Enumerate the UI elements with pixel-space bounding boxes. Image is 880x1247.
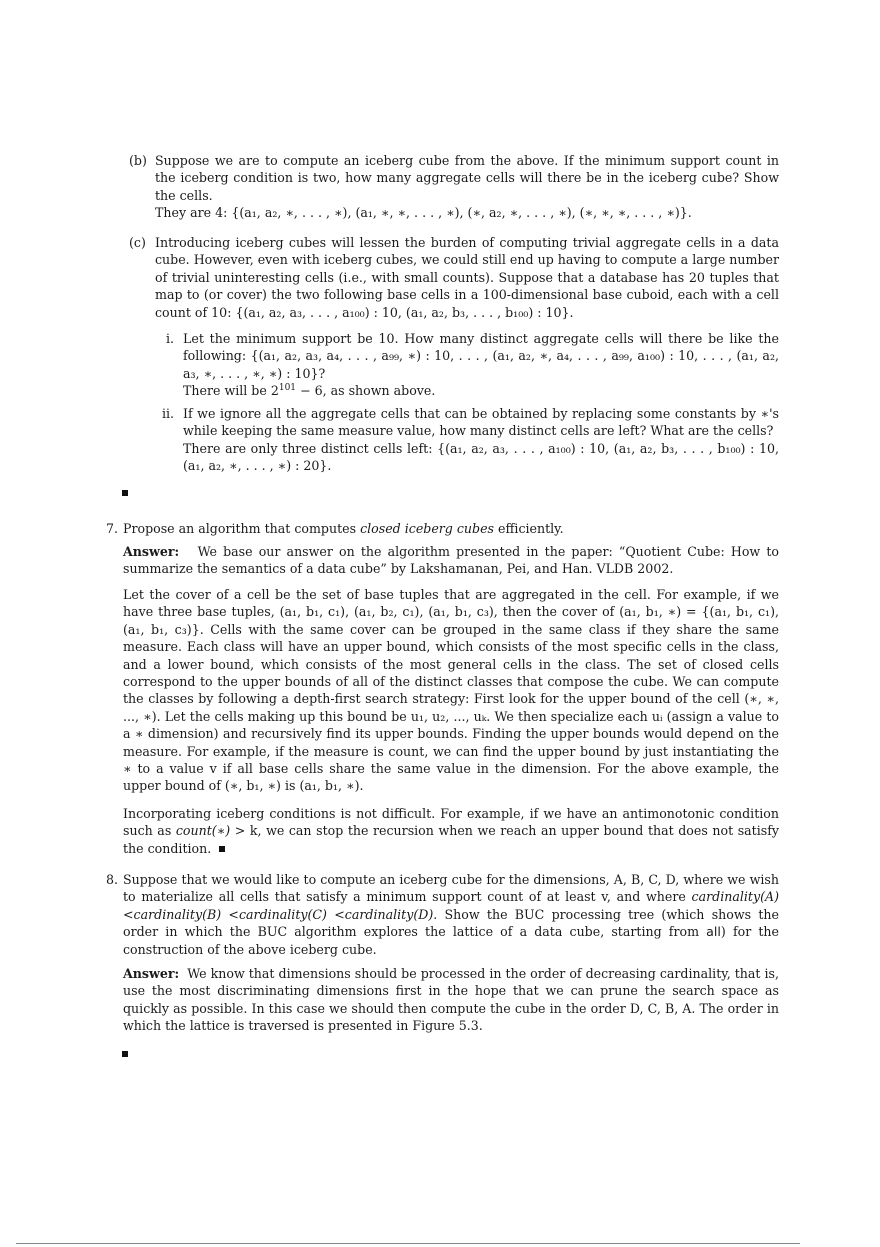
q7-number: 7.	[106, 521, 119, 536]
q8	[123, 871, 779, 958]
part-c-i-label: i.	[166, 331, 175, 346]
q7-answer-p1-text: We base our answer on the algorithm presented in the paper: “Quotient Cube: How to summarize the semantics of a data cube” by Lakshamanan, Pei, and Han. VLDB 2002.	[123, 544, 779, 577]
q7	[123, 520, 779, 537]
part-c	[155, 234, 779, 321]
part-c-i-question: Let the minimum support be 10. How many distinct aggregate cells will there be like the following: {(a₁, a₂, a₃, a₄, . . . , a₉₉, ∗) : 10, . . . , (a₁, a₂, ∗, a₄, . . . , a₉₉, a₁₀₀) : 10, . . . , (a₁, a₂, a₃, ∗, . . . , ∗, ∗) : 10}?	[183, 331, 779, 381]
q7-question-suffix: efficiently.	[494, 521, 564, 536]
q7-answer-p3	[123, 805, 779, 857]
part-b-question: Suppose we are to compute an iceberg cube from the above. If the minimum support count in the iceberg condition is two, how many aggregate cells will there be in the iceberg cube? Show the cells.	[155, 153, 779, 203]
q8-answer	[123, 965, 779, 1035]
part-c-ii	[183, 405, 779, 475]
q8-question-b: Show the BUC processing tree (which shows the order in which the BUC algorithm explores the lattice of a data cube, starting from	[123, 906, 779, 940]
part-c-ii-question: If we ignore all the aggregate cells that can be obtained by replacing some constants by ∗'s while keeping the same measure value, how many distinct cells are left? What are the cells?	[183, 406, 779, 439]
part-b	[155, 152, 779, 222]
end-of-answer-square	[122, 1045, 128, 1062]
part-c-i-answer-suffix: − 6, as shown above.	[296, 383, 436, 399]
q7-answer-p3-a: Incorporating iceberg conditions is not difficult. For example, if we have an antimonotonic condition such as	[123, 806, 779, 839]
q7-question	[123, 520, 779, 537]
q8-question	[123, 871, 779, 958]
q8-number: 8.	[106, 872, 119, 887]
q7-answer	[123, 543, 779, 578]
part-c-ii-answer: There are only three distinct cells left: {(a₁, a₂, a₃, . . . , a₁₀₀) : 10, (a₁, a₂, b₃, . . . , b₁₀₀) : 10, (a₁, a₂, ∗, . . . , ∗) : 20}.	[183, 440, 779, 474]
part-c-text: Introducing iceberg cubes will lessen the burden of computing trivial aggregate cells in a data cube. However, even with iceberg cubes, we could still end up having to compute a large number of trivial uninteresting cells (i.e., with small counts). Suppose that a database has 20 tuples that map to (or cover) the two following base cells in a 100-dimensional base cuboid, each with a cell count of 10: {(a₁, a₂, a₃, . . . , a₁₀₀) : 10, (a₁, a₂, b₃, . . . , b₁₀₀) : 10}.	[155, 235, 779, 320]
part-c-i-answer	[183, 382, 779, 399]
part-b-label: (b)	[129, 153, 147, 168]
part-c-i-answer-exp: 101	[278, 383, 297, 394]
q8-answer-text	[123, 965, 779, 1035]
q7-question-em: closed iceberg cubes	[360, 521, 495, 536]
part-b-answer: They are 4: {(a₁, a₂, ∗, . . . , ∗), (a₁, ∗, ∗, . . . , ∗), (∗, a₂, ∗, . . . , ∗), (∗, ∗, ∗, . . . , ∗)}.	[155, 205, 692, 221]
q8-question-c: ) for the construction of the above iceberg cube.	[123, 924, 779, 957]
q7-answer-p3-b: > k, we can stop the recursion when we reach an upper bound that does not satisfy the condition.	[123, 823, 779, 856]
q8-answer-body: We know that dimensions should be processed in the order of decreasing cardinality, that is, use the most discriminating dimensions first in the hope that we can prune the search space as quickly as possible. In this case we should then compute the cube in the order D, C, B, A. The order in which the lattice is traversed is presented in Figure 5.3.	[123, 966, 779, 1034]
footer-rule	[16, 1243, 800, 1244]
q7-answer-iceberg	[123, 805, 779, 857]
end-of-proof-square	[122, 484, 128, 501]
q7-question-prefix: Propose an algorithm that computes	[123, 521, 361, 536]
part-c-label: (c)	[129, 235, 146, 250]
part-c-i	[183, 330, 779, 400]
q7-answer-p3-em: count(∗)	[175, 823, 231, 839]
part-c-i-answer-prefix: There will be 2	[183, 383, 279, 399]
q7-answer-p2: Let the cover of a cell be the set of base tuples that are aggregated in the cell. For example, if we have three base tuples, (a₁, b₁, c₁), (a₁, b₂, c₁), (a₁, b₁, c₃), then the cover of (a₁, b₁, ∗) = {(a₁, b₁, c₁), (a₁, b₁, c₃)}. Cells with the same cover can be grouped in the same class if they share the same measure. Each class will have an upper bound, which consists of the most specific cells in the class, and a lower bound, which consists of the most general cells in the class. The set of closed cells correspond to the upper bounds of all of the distinct classes that compose the cube. We can compute the classes by following a depth-first search strategy: First look for the upper bound of the cell (∗, ∗, ..., ∗). Let the cells making up this bound be u₁, u₂, ..., uₖ. We then specialize each uᵢ (assign a value to a ∗ dimension) and recursively find its upper bounds. Finding the upper bounds would depend on the measure. For example, if the measure is count, we can find the upper bound by just instantiating the ∗ to a value v if all base cells share the same value in the dimension. For the above example, the upper bound of (∗, b₁, ∗) is (a₁, b₁, ∗).	[123, 587, 779, 794]
q7-answer-label: Answer:	[123, 544, 180, 559]
part-c-ii-label: ii.	[162, 406, 175, 421]
q7-end-square	[219, 846, 225, 852]
q8-question-all: all	[706, 924, 721, 940]
q7-answer-body	[123, 586, 779, 795]
q7-answer-p1	[123, 543, 779, 578]
q8-question-a: Suppose that we would like to compute an iceberg cube for the dimensions, A, B, C, D, where we wish to materialize all cells that satisfy a minimum support count of at least v, and where	[123, 872, 779, 905]
q8-answer-label: Answer:	[123, 966, 180, 981]
q8-question-em: cardinality(A) <cardinality(B) <cardinality(C) <cardinality(D).	[123, 889, 779, 922]
